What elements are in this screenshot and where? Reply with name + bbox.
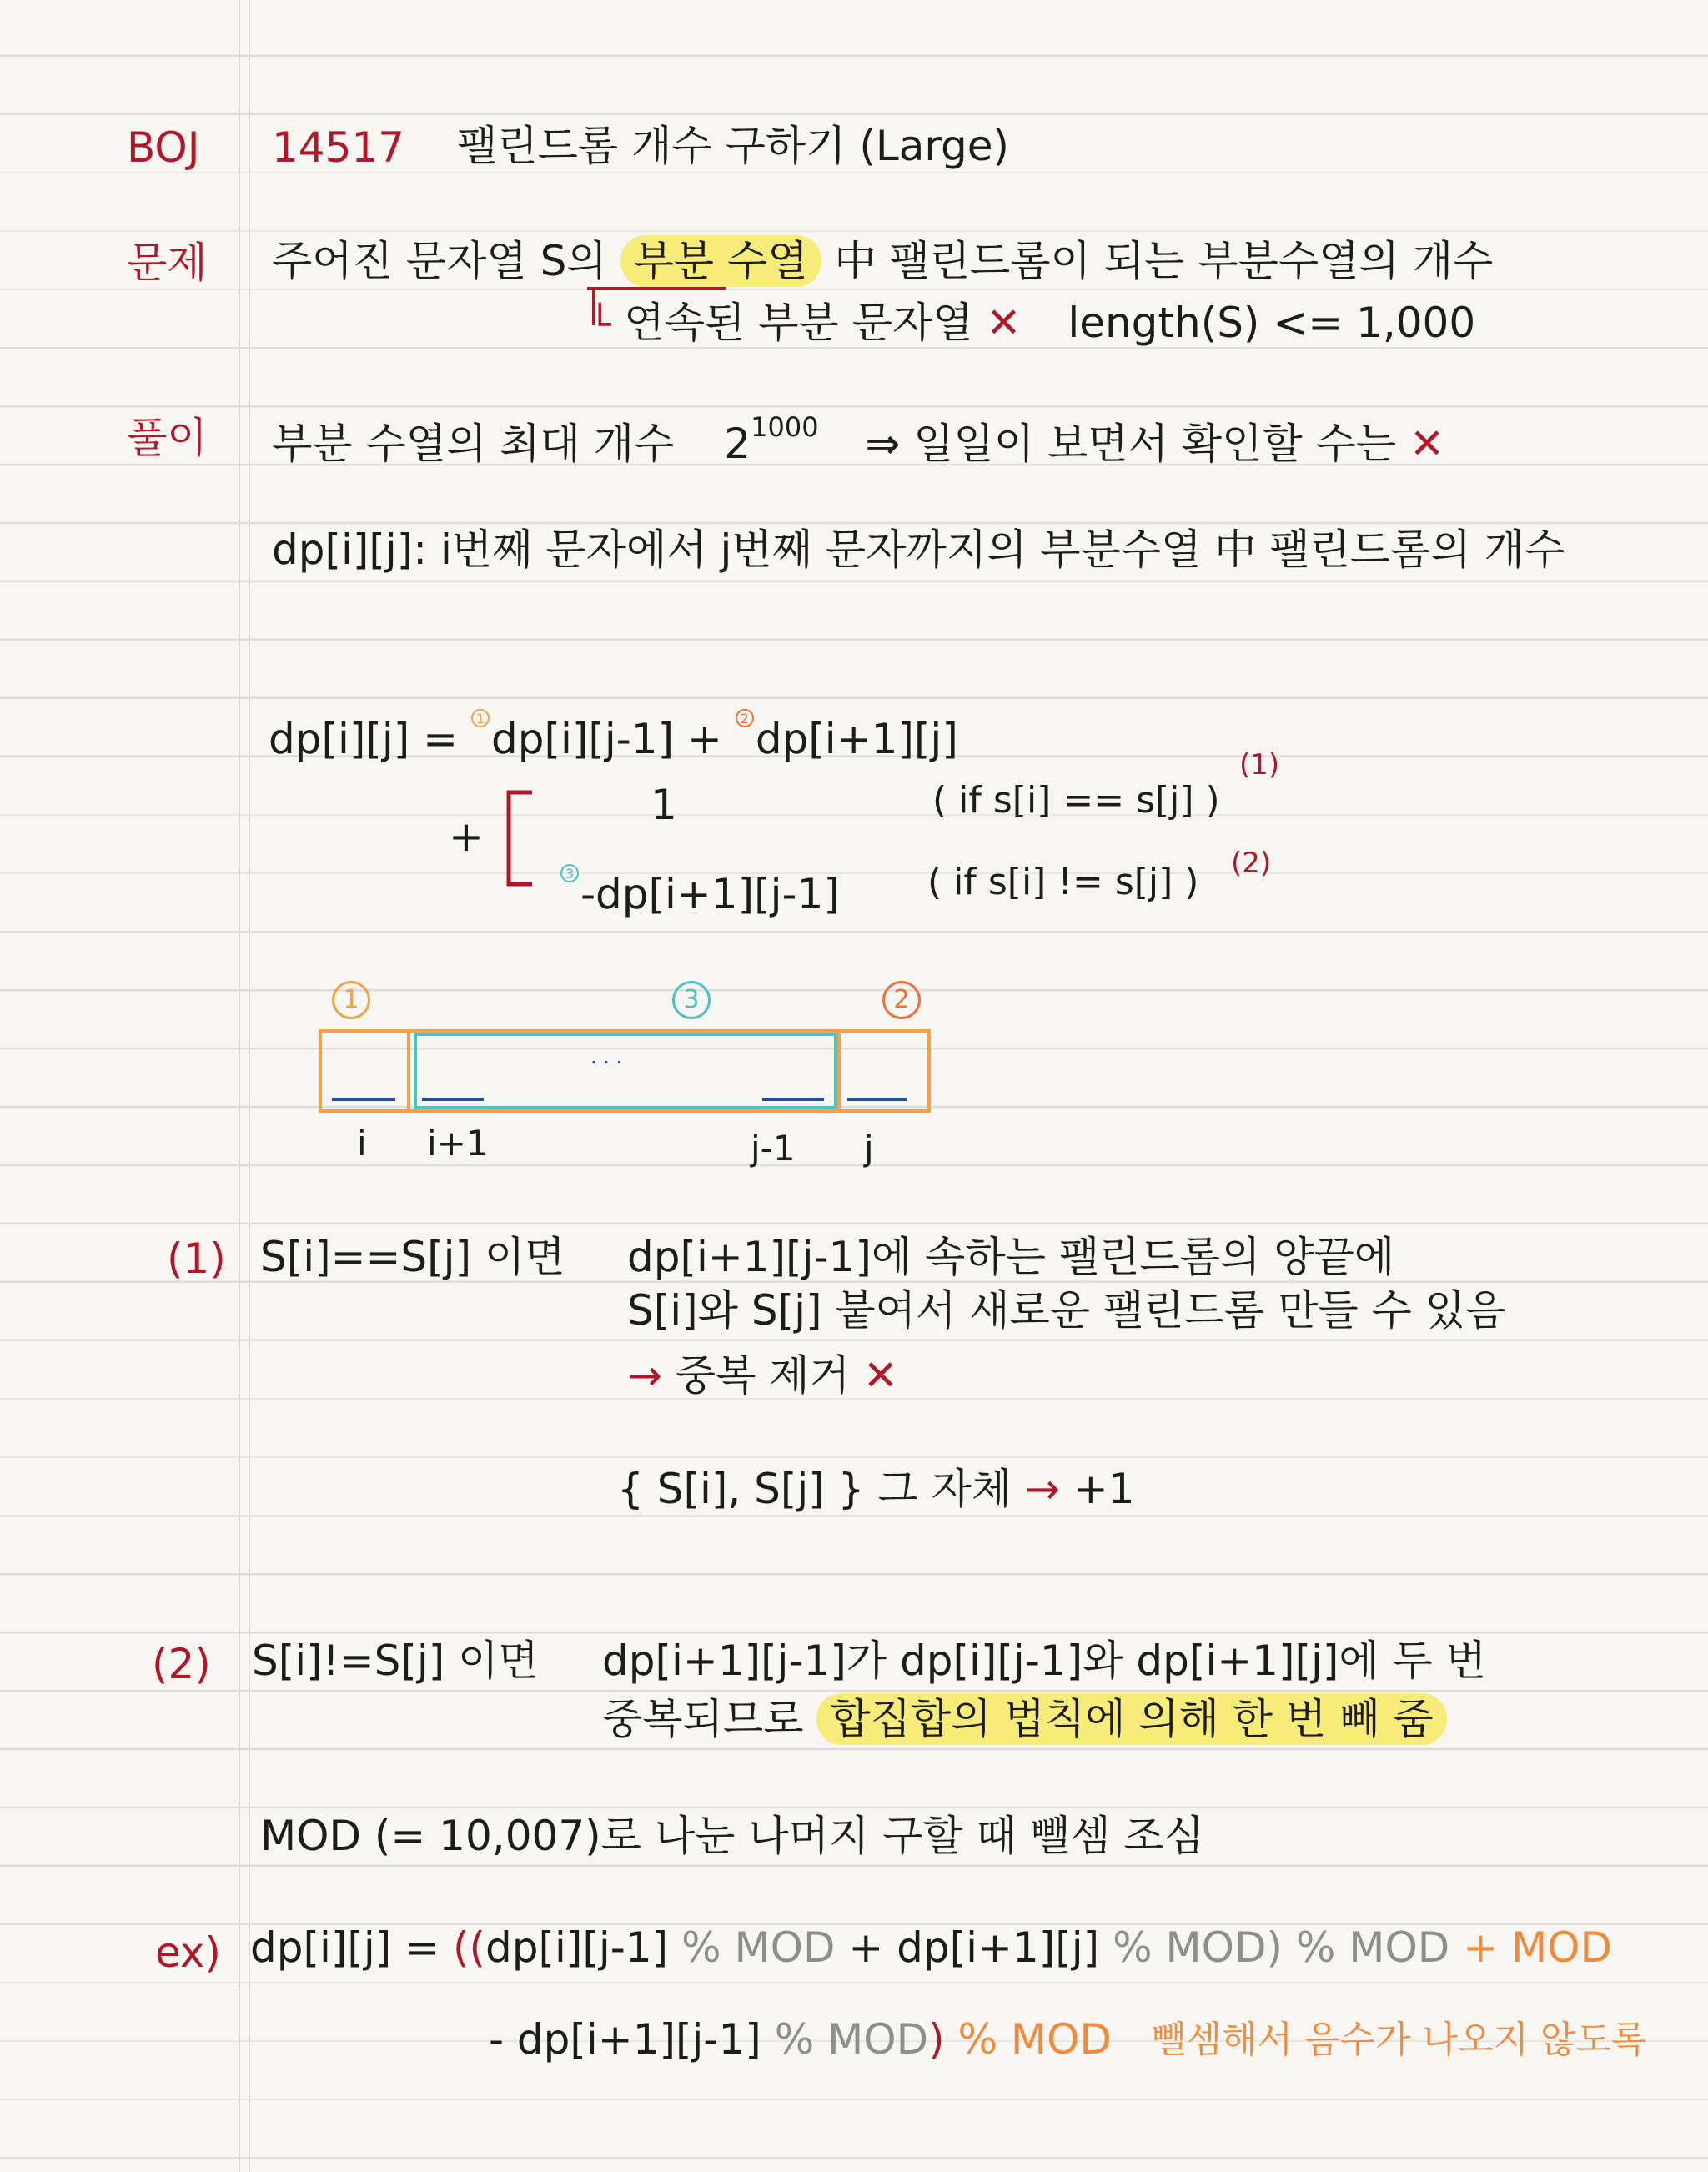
problem-text-a: 주어진 문자열 S의 xyxy=(272,237,607,285)
circle-3-icon: 3 xyxy=(672,981,711,1019)
example-mod-4: % MOD xyxy=(774,2015,929,2064)
case-bracket xyxy=(509,792,532,884)
brute-force-text: ⇒ 일일이 보면서 확인할 수는 xyxy=(865,420,1397,468)
arrow-icon: → xyxy=(1025,1465,1060,1513)
case1-explanation-4 xyxy=(617,1465,1135,1513)
case1-explanation-1: dp[i+1][j-1]에 속하는 팰린드롬의 양끝에 xyxy=(627,1233,1395,1281)
example-label: ex) xyxy=(155,1928,221,1977)
case1-explanation-2: S[i]와 S[j] 붙여서 새로운 팰린드롬 만들 수 있음 xyxy=(627,1286,1506,1335)
term-2: dp[i+1][j] xyxy=(755,715,958,763)
plus-one: +1 xyxy=(1073,1465,1135,1513)
dp-definition: dp[i][j]: i번째 문자에서 j번째 문자까지의 부분수열 中 팰린드롬의 개수 xyxy=(272,525,1565,574)
case2-condition-text: S[i]!=S[j] 이면 xyxy=(252,1637,539,1685)
power-base: 2 xyxy=(724,420,751,468)
circle-1-icon: 1 xyxy=(332,981,370,1019)
dedup-text: 중복 제거 xyxy=(675,1351,850,1400)
example-line-2 xyxy=(489,2015,1112,2064)
circle-2-icon: 2 xyxy=(882,981,921,1019)
marker-3-icon: 3 xyxy=(560,864,579,882)
example-paren-open: (( xyxy=(452,1923,485,1972)
marker-1-icon: 1 xyxy=(471,709,490,727)
term-1: dp[i][j-1] + xyxy=(490,715,722,763)
contiguous-substring: 연속된 부분 문자열 xyxy=(624,299,973,347)
case1-condition-text: S[i]==S[j] 이면 xyxy=(260,1233,565,1281)
example-term-3: - dp[i+1][j-1] xyxy=(489,2015,761,2064)
corner-mark: └ xyxy=(589,304,611,346)
plus-sign: + xyxy=(449,812,484,861)
case2-label: (2) xyxy=(152,1640,211,1688)
case2-term: -dp[i+1][j-1] xyxy=(580,870,840,918)
diagram-dots: · · · xyxy=(590,1051,623,1074)
max-count-text: 부분 수열의 최대 개수 xyxy=(272,420,675,468)
arrow-icon: → xyxy=(627,1351,662,1400)
example-final-mod: % MOD xyxy=(957,2015,1112,2064)
example-term-1: dp[i][j-1] xyxy=(485,1923,669,1972)
case2-explanation-1: dp[i+1][j-1]가 dp[i][j-1]와 dp[i+1][j]에 두 번 xyxy=(602,1637,1487,1685)
example-note: 뺄셈해서 음수가 나오지 않도록 xyxy=(1151,2019,1647,2061)
inner-range-box xyxy=(415,1034,836,1108)
case2-explanation-2 xyxy=(602,1695,1447,1743)
case1-explanation-3 xyxy=(627,1351,898,1400)
highlight-subsequence: 부분 수열 xyxy=(620,235,821,287)
example-mod-3: % MOD xyxy=(1295,1923,1450,1972)
example-term-2: dp[i+1][j] xyxy=(897,1923,1100,1972)
problem-title: 팰린드롬 개수 구하기 (Large) xyxy=(457,122,1010,170)
case1-tag: (1) xyxy=(1239,748,1280,782)
problem-label: 문제 xyxy=(127,239,208,287)
duplicate-text: 중복되므로 xyxy=(602,1695,804,1743)
example-add-mod: + MOD xyxy=(1463,1923,1613,1972)
power-exponent: 1000 xyxy=(751,411,819,443)
example-plus: + xyxy=(848,1923,884,1972)
length-constraint: length(S) <= 1,000 xyxy=(1068,299,1476,347)
index-j-minus-1: j-1 xyxy=(751,1128,796,1169)
index-i-plus-1: i+1 xyxy=(427,1123,489,1164)
example-lhs: dp[i][j] = xyxy=(250,1923,440,1972)
case1-label: (1) xyxy=(167,1234,226,1283)
example-line-1 xyxy=(250,1923,1613,1972)
x-mark: ✕ xyxy=(986,299,1022,347)
example-mod-1: % MOD xyxy=(681,1923,836,1972)
highlight-inclusion-exclusion: 합집합의 법칙에 의해 한 번 빼 줌 xyxy=(816,1693,1446,1745)
pair-itself-text: { S[i], S[j] } 그 자체 xyxy=(617,1465,1012,1513)
x-mark: ✕ xyxy=(1409,420,1445,468)
case2-tag: (2) xyxy=(1231,847,1272,880)
example-paren-close: ) xyxy=(1266,1923,1283,1972)
problem-number: 14517 xyxy=(272,123,405,172)
mod-note: MOD (= 10,007)로 나눈 나머지 구할 때 뺄셈 조심 xyxy=(260,1812,1204,1860)
index-j: j xyxy=(864,1128,874,1169)
marker-2-icon: 2 xyxy=(736,709,754,727)
example-mod-2: % MOD xyxy=(1113,1923,1267,1972)
case1-value: 1 xyxy=(651,781,677,829)
problem-text-b: 中 팰린드롬이 되는 부분수열의 개수 xyxy=(834,237,1494,285)
example-paren-close-2: ) xyxy=(928,2015,945,2064)
x-mark: ✕ xyxy=(862,1351,898,1400)
solution-label: 풀이 xyxy=(127,414,208,462)
case2-condition: ( if s[i] != s[j] ) xyxy=(927,861,1199,903)
recurrence-lhs: dp[i][j] = xyxy=(269,715,459,763)
case1-condition: ( if s[i] == s[j] ) xyxy=(932,779,1220,822)
index-i: i xyxy=(357,1123,367,1164)
boj-label: BOJ xyxy=(127,123,200,172)
